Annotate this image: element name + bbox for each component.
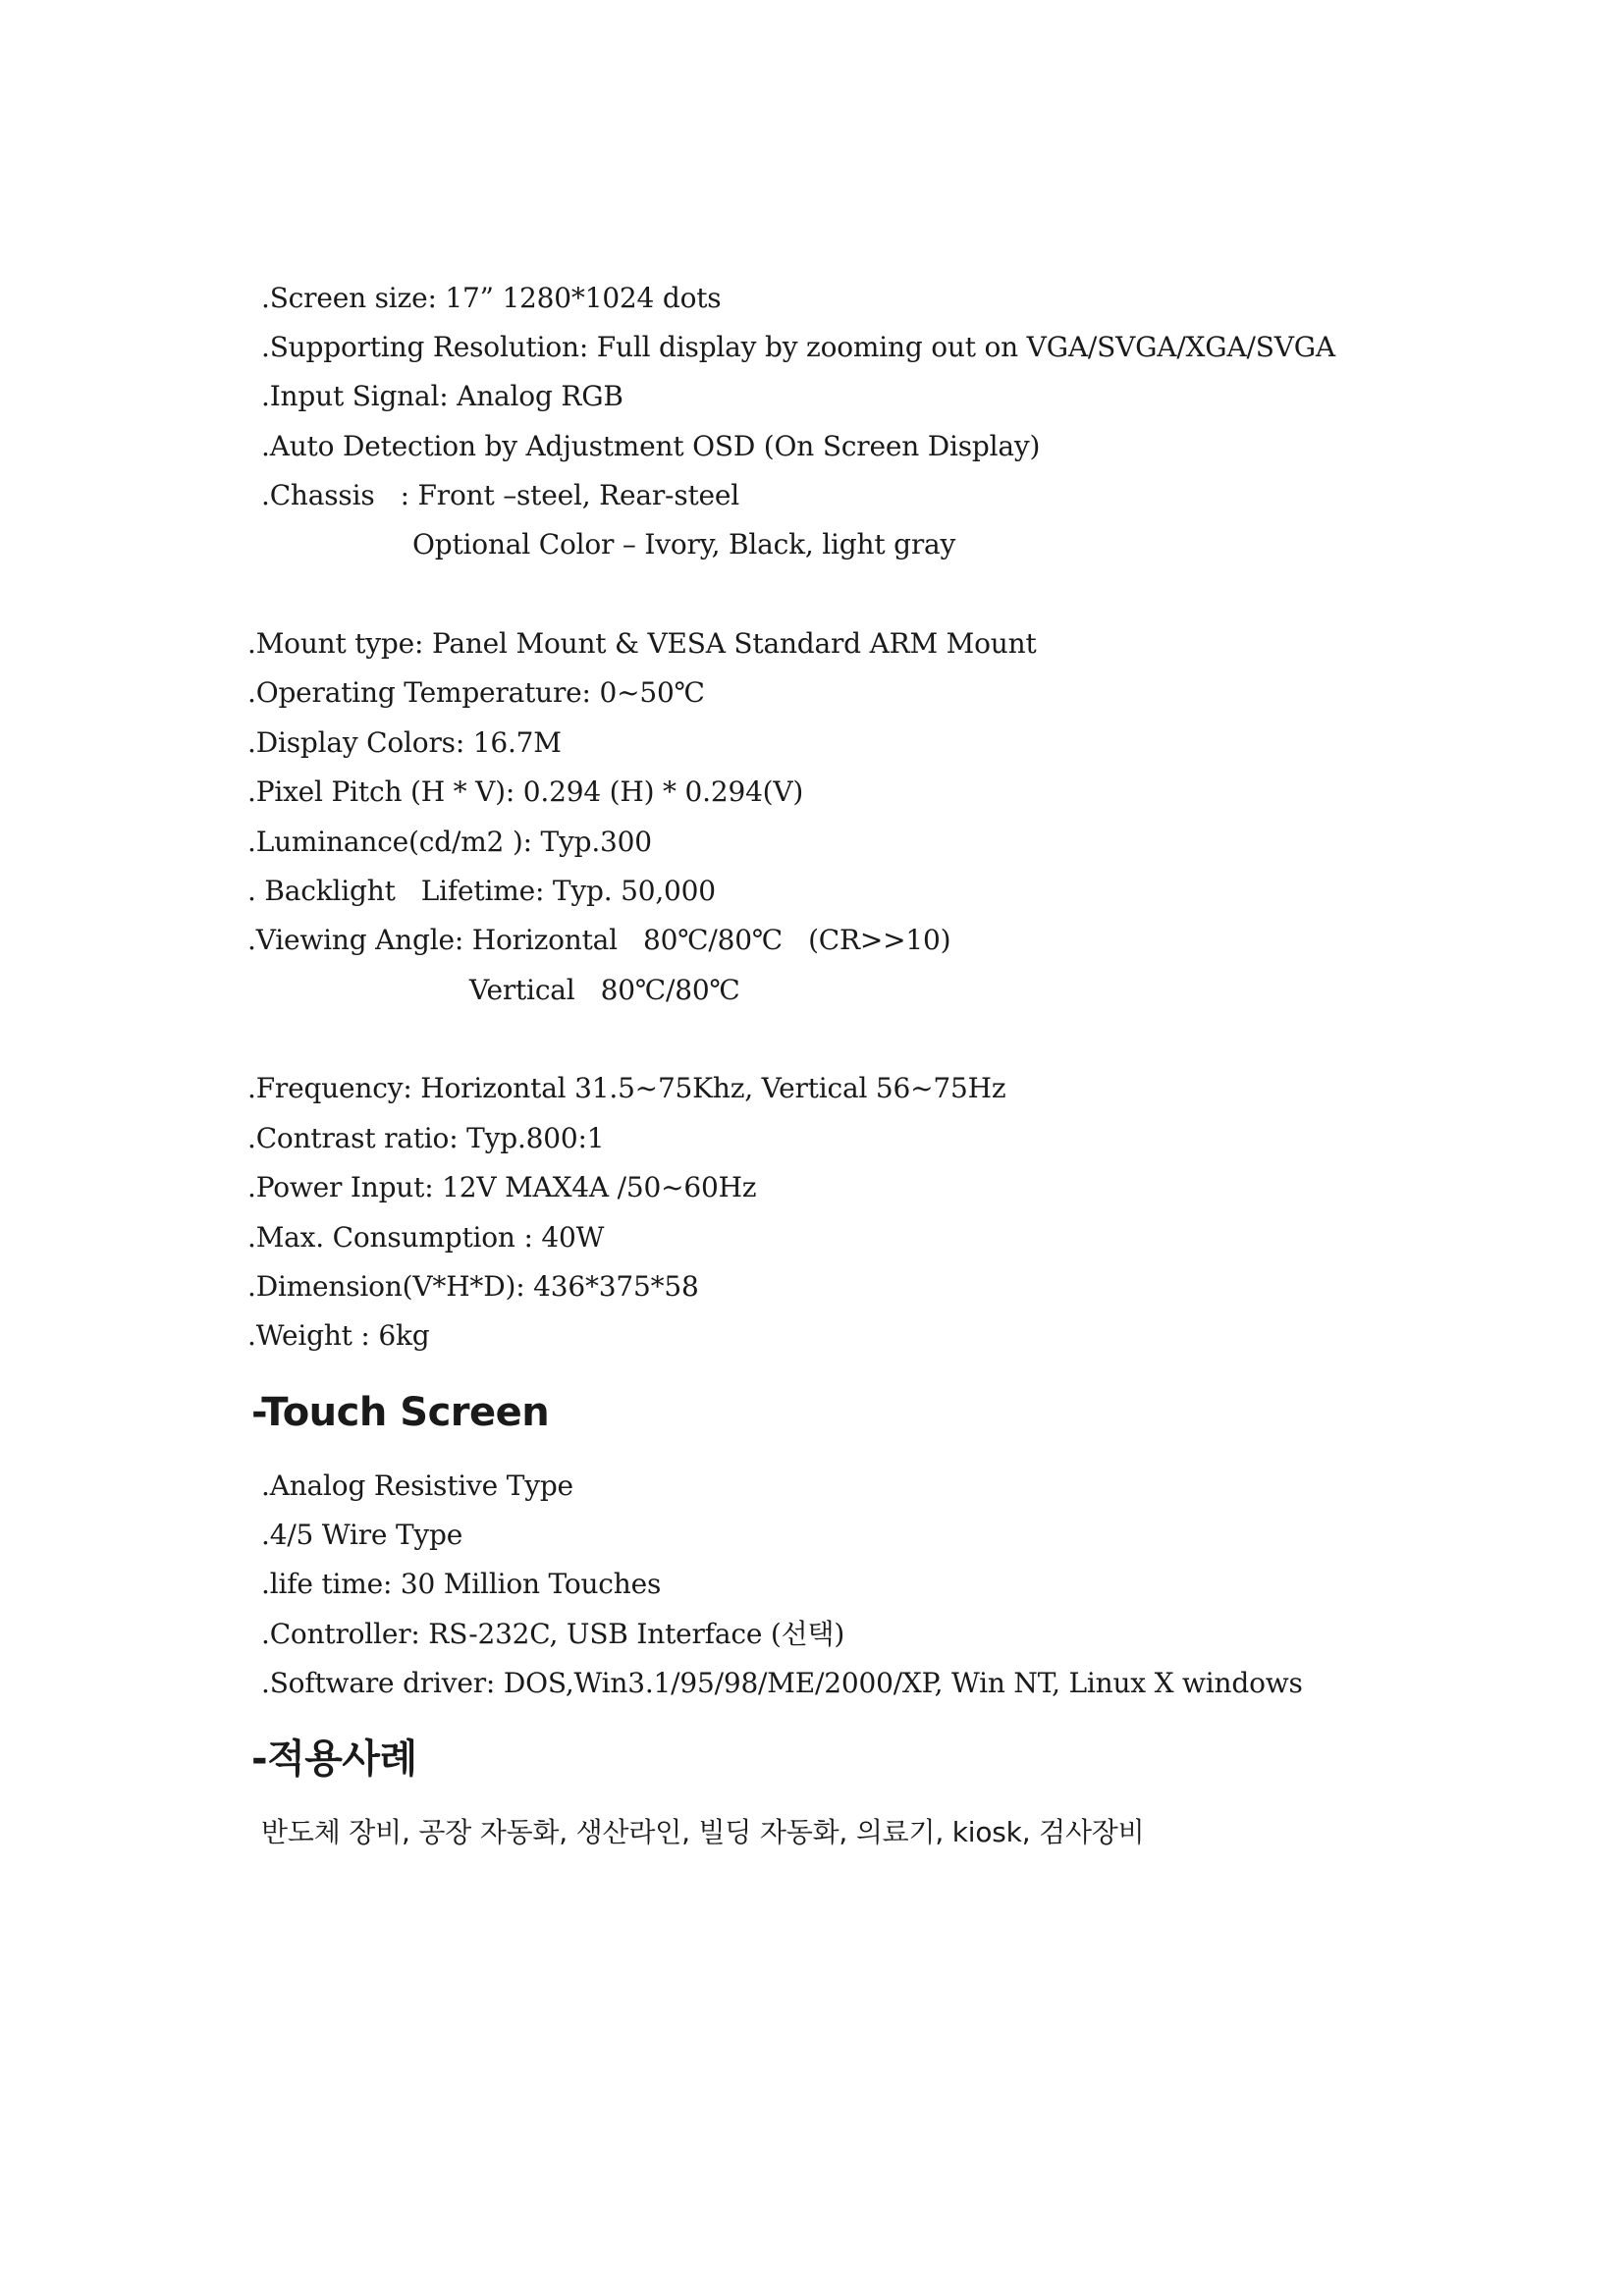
spec-input-signal: .Input Signal: Analog RGB — [261, 380, 623, 412]
spec-frequency: .Frequency: Horizontal 31.5~75Khz, Vertical 56~75Hz — [247, 1072, 1006, 1104]
touch-spec-lifetime: .life time: 30 Million Touches — [261, 1568, 662, 1600]
spec-supporting-resolution: .Supporting Resolution: Full display by zooming out on VGA/SVGA/XGA/SVGA — [261, 331, 1335, 363]
spec-weight: .Weight : 6kg — [247, 1319, 430, 1352]
touch-spec-type: .Analog Resistive Type — [261, 1469, 573, 1502]
spec-pixel-pitch: .Pixel Pitch (H * V): 0.294 (H) * 0.294(V) — [247, 775, 804, 808]
spec-backlight-lifetime: . Backlight Lifetime: Typ. 50,000 — [247, 875, 716, 907]
applications-text: 반도체 장비, 공장 자동화, 생산라인, 빌딩 자동화, 의료기, kiosk, 검사장비 — [261, 1816, 1145, 1848]
touch-screen-heading: -Touch Screen — [251, 1390, 550, 1435]
touch-spec-wire: .4/5 Wire Type — [261, 1519, 463, 1551]
spec-max-consumption: .Max. Consumption : 40W — [247, 1221, 605, 1254]
spec-operating-temperature: .Operating Temperature: 0~50℃ — [247, 676, 705, 709]
spec-power-input: .Power Input: 12V MAX4A /50~60Hz — [247, 1171, 757, 1203]
spec-dimension: .Dimension(V*H*D): 436*375*58 — [247, 1270, 699, 1303]
spec-chassis: .Chassis : Front –steel, Rear-steel — [261, 479, 740, 511]
spec-screen-size: .Screen size: 17” 1280*1024 dots — [261, 282, 722, 314]
spec-auto-detection: .Auto Detection by Adjustment OSD (On Screen Display) — [261, 430, 1041, 462]
spec-viewing-angle-vertical: Vertical 80℃/80℃ — [469, 974, 740, 1006]
applications-heading: -적용사례 — [251, 1736, 417, 1782]
spec-viewing-angle: .Viewing Angle: Horizontal 80℃/80℃ (CR>>10) — [247, 924, 951, 956]
spec-contrast-ratio: .Contrast ratio: Typ.800:1 — [247, 1122, 605, 1154]
spec-display-colors: .Display Colors: 16.7M — [247, 726, 562, 759]
spec-luminance: .Luminance(cd/m2 ): Typ.300 — [247, 826, 652, 858]
spec-mount-type: .Mount type: Panel Mount & VESA Standard ARM Mount — [247, 627, 1037, 660]
spec-chassis-color: Optional Color – Ivory, Black, light gray — [412, 528, 956, 561]
touch-spec-software-driver: .Software driver: DOS,Win3.1/95/98/ME/2000/XP, Win NT, Linux X windows — [261, 1667, 1303, 1699]
touch-spec-controller: .Controller: RS-232C, USB Interface (선택) — [261, 1618, 845, 1650]
